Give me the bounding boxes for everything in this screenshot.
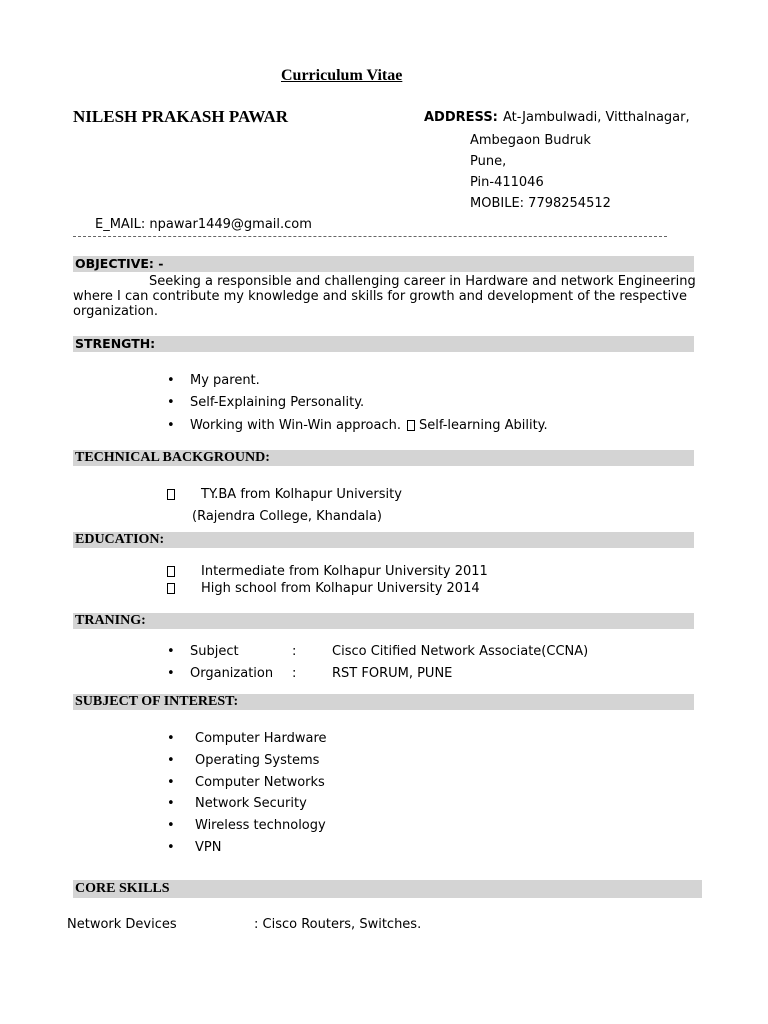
bullet-glyph: • bbox=[167, 731, 175, 746]
square-icon bbox=[167, 566, 175, 577]
interest-heading: SUBJECT OF INTEREST: bbox=[75, 694, 239, 709]
bullet-glyph: • bbox=[167, 666, 175, 681]
training-key: Subject bbox=[190, 644, 239, 659]
strength-item: Self-learning Ability. bbox=[419, 418, 548, 433]
interest-item: Wireless technology bbox=[195, 818, 326, 833]
address-line-1: At-Jambulwadi, Vitthalnagar, bbox=[503, 110, 690, 125]
training-value: RST FORUM, PUNE bbox=[332, 666, 453, 681]
objective-line-2: where I can contribute my knowledge and skills for growth and development of the respective bbox=[73, 289, 687, 304]
candidate-name: NILESH PRAKASH PAWAR bbox=[73, 107, 289, 126]
bullet-glyph: • bbox=[167, 840, 175, 855]
square-icon bbox=[167, 489, 175, 500]
education-item: Intermediate from Kolhapur University 2011 bbox=[201, 564, 488, 579]
bullet-glyph: • bbox=[167, 395, 175, 410]
technical-line-2: (Rajendra College, Khandala) bbox=[192, 509, 382, 524]
core-heading: CORE SKILLS bbox=[75, 881, 170, 896]
training-heading-bar bbox=[73, 613, 694, 629]
training-separator: : bbox=[292, 666, 297, 681]
email: E_MAIL: npawar1449@gmail.com bbox=[95, 217, 312, 232]
interest-item: Network Security bbox=[195, 796, 307, 811]
divider bbox=[73, 236, 667, 237]
address-line-2: Ambegaon Budruk bbox=[470, 133, 591, 148]
square-icon bbox=[407, 420, 415, 431]
objective-line-3: organization. bbox=[73, 304, 158, 319]
strength-item: My parent. bbox=[190, 373, 260, 388]
strength-item: Working with Win-Win approach. bbox=[190, 418, 401, 433]
objective-heading-bar bbox=[73, 256, 694, 272]
interest-item: Operating Systems bbox=[195, 753, 320, 768]
address-line-3: Pune, bbox=[470, 154, 507, 169]
bullet-glyph: • bbox=[167, 373, 175, 388]
objective-heading: OBJECTIVE: - bbox=[75, 256, 164, 271]
core-skill-value: : Cisco Routers, Switches. bbox=[254, 917, 422, 932]
strength-heading-bar bbox=[73, 336, 694, 352]
education-heading-bar bbox=[73, 532, 694, 548]
interest-heading-bar bbox=[73, 694, 694, 710]
interest-item: VPN bbox=[195, 840, 222, 855]
page-title: Curriculum Vitae bbox=[281, 67, 403, 84]
bullet-glyph: • bbox=[167, 644, 175, 659]
technical-line-1: TY.BA from Kolhapur University bbox=[201, 487, 402, 502]
address-line-4: Pin-411046 bbox=[470, 175, 544, 190]
bullet-glyph: • bbox=[167, 753, 175, 768]
technical-heading-bar bbox=[73, 450, 694, 466]
strength-item: Self-Explaining Personality. bbox=[190, 395, 365, 410]
training-key: Organization bbox=[190, 666, 274, 681]
training-value: Cisco Citified Network Associate(CCNA) bbox=[332, 644, 589, 659]
training-heading: TRANING: bbox=[75, 613, 146, 628]
bullet-glyph: • bbox=[167, 418, 175, 433]
objective-line-1: Seeking a responsible and challenging career in Hardware and network Engineering bbox=[149, 274, 696, 289]
mobile-number: MOBILE: 7798254512 bbox=[470, 196, 611, 211]
training-separator: : bbox=[292, 644, 297, 659]
interest-item: Computer Networks bbox=[195, 775, 325, 790]
education-heading: EDUCATION: bbox=[75, 532, 165, 547]
interest-item: Computer Hardware bbox=[195, 731, 327, 746]
core-heading-bar bbox=[73, 880, 702, 898]
strength-heading: STRENGTH: bbox=[75, 336, 156, 351]
address-label: ADDRESS: bbox=[424, 110, 498, 125]
education-item: High school from Kolhapur University 2014 bbox=[201, 581, 480, 596]
technical-heading: TECHNICAL BACKGROUND: bbox=[75, 450, 270, 465]
bullet-glyph: • bbox=[167, 818, 175, 833]
core-skill-label: Network Devices bbox=[67, 917, 177, 932]
square-icon bbox=[167, 583, 175, 594]
bullet-glyph: • bbox=[167, 775, 175, 790]
bullet-glyph: • bbox=[167, 796, 175, 811]
